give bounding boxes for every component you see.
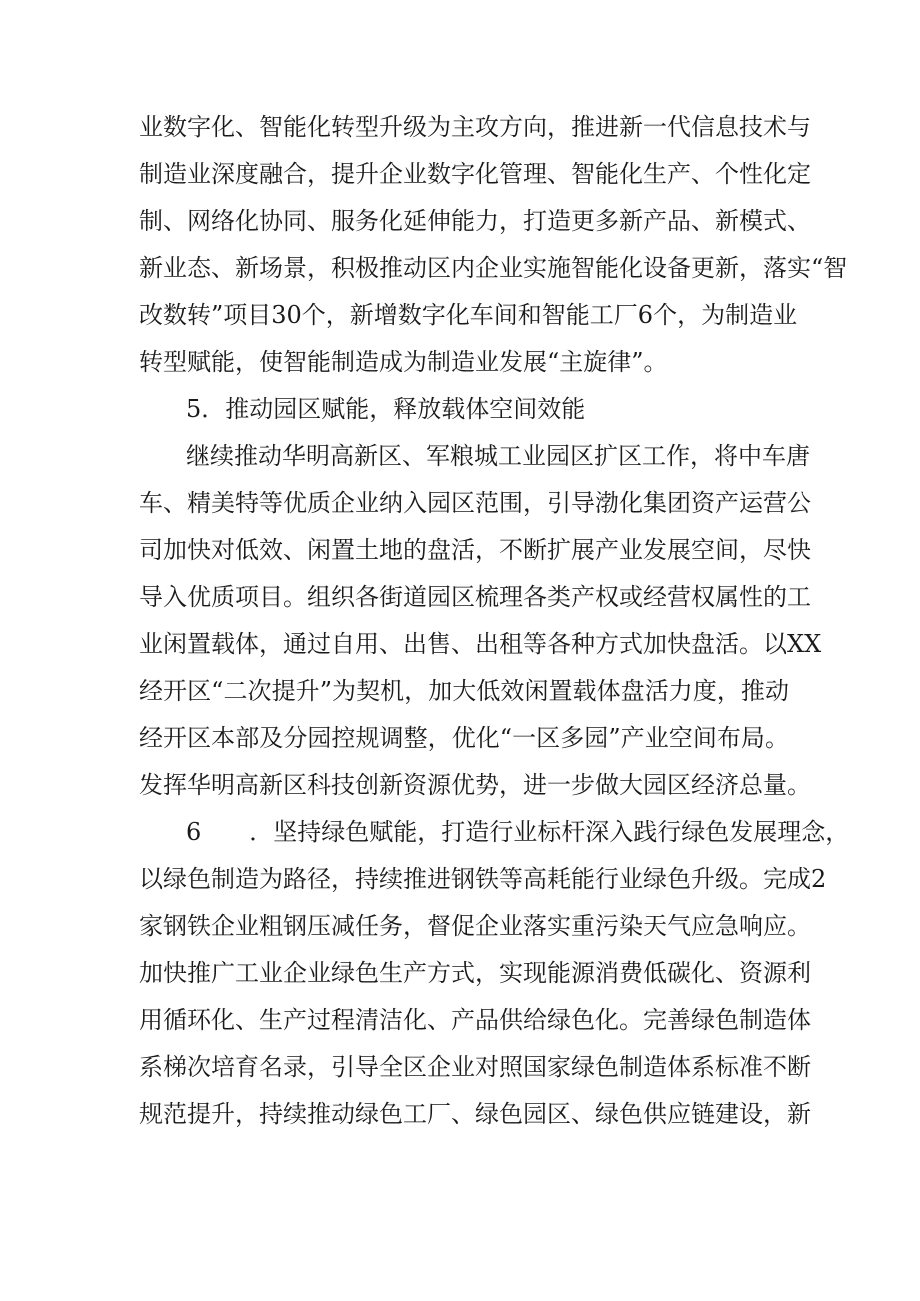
body-line-10: 司加快对低效、闲置土地的盘活，不断扩展产业发展空间，尽快: [139, 536, 811, 564]
body-line-22: 规范提升，持续推动绿色工厂、绿色园区、绿色供应链建设，新: [139, 1100, 811, 1128]
document-body: [139, 104, 850, 1138]
body-line-15: 发挥华明高新区科技创新资源优势，进一步做大园区经济总量。: [139, 771, 811, 799]
body-line-8: 继续推动华明高新区、军粮城工业园区扩区工作，将中车唐: [186, 442, 810, 470]
body-line-3: 制、网络化协同、服务化延伸能力，打造更多新产品、新模式、: [139, 207, 811, 235]
body-line-13: 经开区“二次提升”为契机，加大低效闲置载体盘活力度，推动: [139, 677, 789, 705]
body-line-6: 转型赋能，使智能制造成为制造业发展“主旋律”。: [139, 348, 668, 376]
body-line-17: 以绿色制造为路径，持续推进钢铁等高耗能行业绿色升级。完成2: [139, 865, 827, 893]
body-line-19: 加快推广工业企业绿色生产方式，实现能源消费低碳化、资源利: [139, 959, 811, 987]
body-line-12: 业闲置载体，通过自用、出售、出租等各种方式加快盘活。以XX: [139, 630, 822, 658]
body-line-21: 系梯次培育名录，引导全区企业对照国家绿色制造体系标准不断: [139, 1053, 811, 1081]
body-line-4: 新业态、新场景，积极推动区内企业实施智能化设备更新，落实“智: [139, 254, 848, 282]
body-line-18: 家钢铁企业粗钢压减任务，督促企业落实重污染天气应急响应。: [139, 912, 811, 940]
body-line-5: 改数转”项目30个，新增数字化车间和智能工厂6个，为制造业: [139, 301, 798, 329]
body-line-9: 车、精美特等优质企业纳入园区范围，引导渤化集团资产运营公: [139, 489, 811, 517]
body-line-2: 制造业深度融合，提升企业数字化管理、智能化生产、个性化定: [139, 160, 811, 188]
body-line-14: 经开区本部及分园控规调整，优化“一区多园”产业空间布局。: [139, 724, 789, 752]
body-line-11: 导入优质项目。组织各街道园区梳理各类产权或经营权属性的工: [139, 583, 811, 611]
section-heading-6: 6 ．坚持绿色赋能，打造行业标杆深入践行绿色发展理念，: [186, 818, 850, 846]
section-heading-5: 5．推动园区赋能，释放载体空间效能: [186, 395, 586, 423]
body-line-20: 用循环化、生产过程清洁化、产品供给绿色化。完善绿色制造体: [139, 1006, 811, 1034]
body-line-1: 业数字化、智能化转型升级为主攻方向，推进新一代信息技术与: [139, 113, 811, 141]
